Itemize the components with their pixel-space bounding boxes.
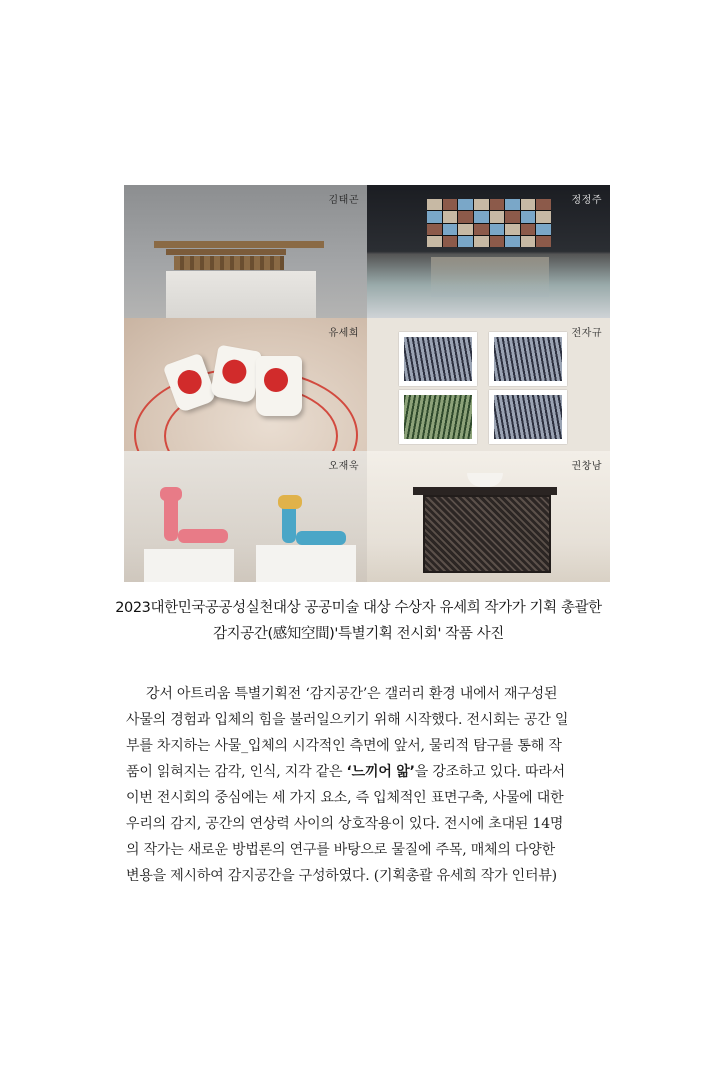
text-span: 을 강조하고 있다. 따라서 (414, 764, 566, 780)
print-frame (489, 332, 567, 386)
paragraph-line: 이번 전시회의 중심에는 세 가지 요소, 즉 입체적인 표면구축, 사물에 대한 (126, 790, 564, 806)
photo-caption-line: 감지공간(感知空間)'특별기획 전시회' 작품 사진 (213, 626, 504, 642)
artist-name-label: 전자규 (571, 328, 602, 339)
print-frame (399, 332, 477, 386)
emphasis-text: ‘느끼어 앎’ (346, 764, 415, 780)
paragraph-line: 부를 차지하는 사물_입체의 시각적인 측면에 앞서, 물리적 탐구를 통해 작 (126, 738, 562, 754)
artwork-photo-kim (124, 185, 367, 318)
paragraph-line (126, 759, 606, 785)
paragraph-line: 사물의 경험과 입체의 힘을 불러일으키기 위해 시작했다. 전시회는 공간 일 (126, 712, 569, 728)
article-paragraph (126, 681, 606, 889)
cabinet-top (413, 487, 557, 495)
photo-caption-line: 2023대한민국공공성실천대상 공공미술 대상 수상자 유세희 작가가 기획 총괄한 (115, 600, 602, 616)
artwork-photo-jeon (367, 318, 610, 451)
artist-name-label: 정정주 (571, 195, 602, 206)
wood-sculpture-beam (154, 241, 324, 248)
artwork-photo-oh (124, 451, 367, 582)
artwork-photo-grid (124, 185, 610, 582)
paragraph-line: 강서 아트리움 특별기획전 ‘감지공간’은 갤러리 환경 내에서 재구성된 (146, 686, 558, 702)
paragraph-line: 의 작가는 새로운 방법론의 연구를 바탕으로 물질에 주목, 매체의 다양한 (126, 842, 555, 858)
print-frame (399, 390, 477, 444)
white-bowl (467, 473, 503, 487)
lacquer-cabinet (423, 495, 551, 573)
pipe-figure-pink (178, 529, 228, 543)
artist-name-label: 오재욱 (328, 461, 359, 472)
floor-reflection (431, 257, 549, 297)
pipe-figure-blue (296, 531, 346, 545)
video-wall (427, 199, 551, 247)
pipe-figure-pink (160, 487, 182, 501)
paper-cup (256, 356, 302, 416)
paragraph-line: 우리의 감지, 공간의 연상력 사이의 상호작용이 있다. 전시에 초대된 14명 (126, 816, 564, 832)
artist-name-label: 김태곤 (328, 195, 359, 206)
wood-sculpture-beam (166, 249, 286, 255)
artwork-photo-kwon (367, 451, 610, 582)
artwork-photo-yoo (124, 318, 367, 451)
pedestal (166, 271, 316, 318)
artist-name-label: 권창남 (571, 461, 602, 472)
pedestal (144, 549, 234, 582)
paper-cup (210, 345, 262, 404)
print-frame (489, 390, 567, 444)
pedestal (256, 545, 356, 582)
artist-name-label: 유세희 (328, 328, 359, 339)
pipe-figure-blue (278, 495, 302, 509)
paragraph-line: 변용을 제시하여 감지공간을 구성하였다. (기획총괄 유세희 작가 인터뷰) (126, 868, 557, 884)
wood-sculpture-body (174, 256, 284, 270)
text-span: 품이 읽혀지는 감각, 인식, 지각 같은 (126, 764, 347, 780)
pipe-figure-blue (282, 503, 296, 543)
artwork-photo-jeong (367, 185, 610, 318)
